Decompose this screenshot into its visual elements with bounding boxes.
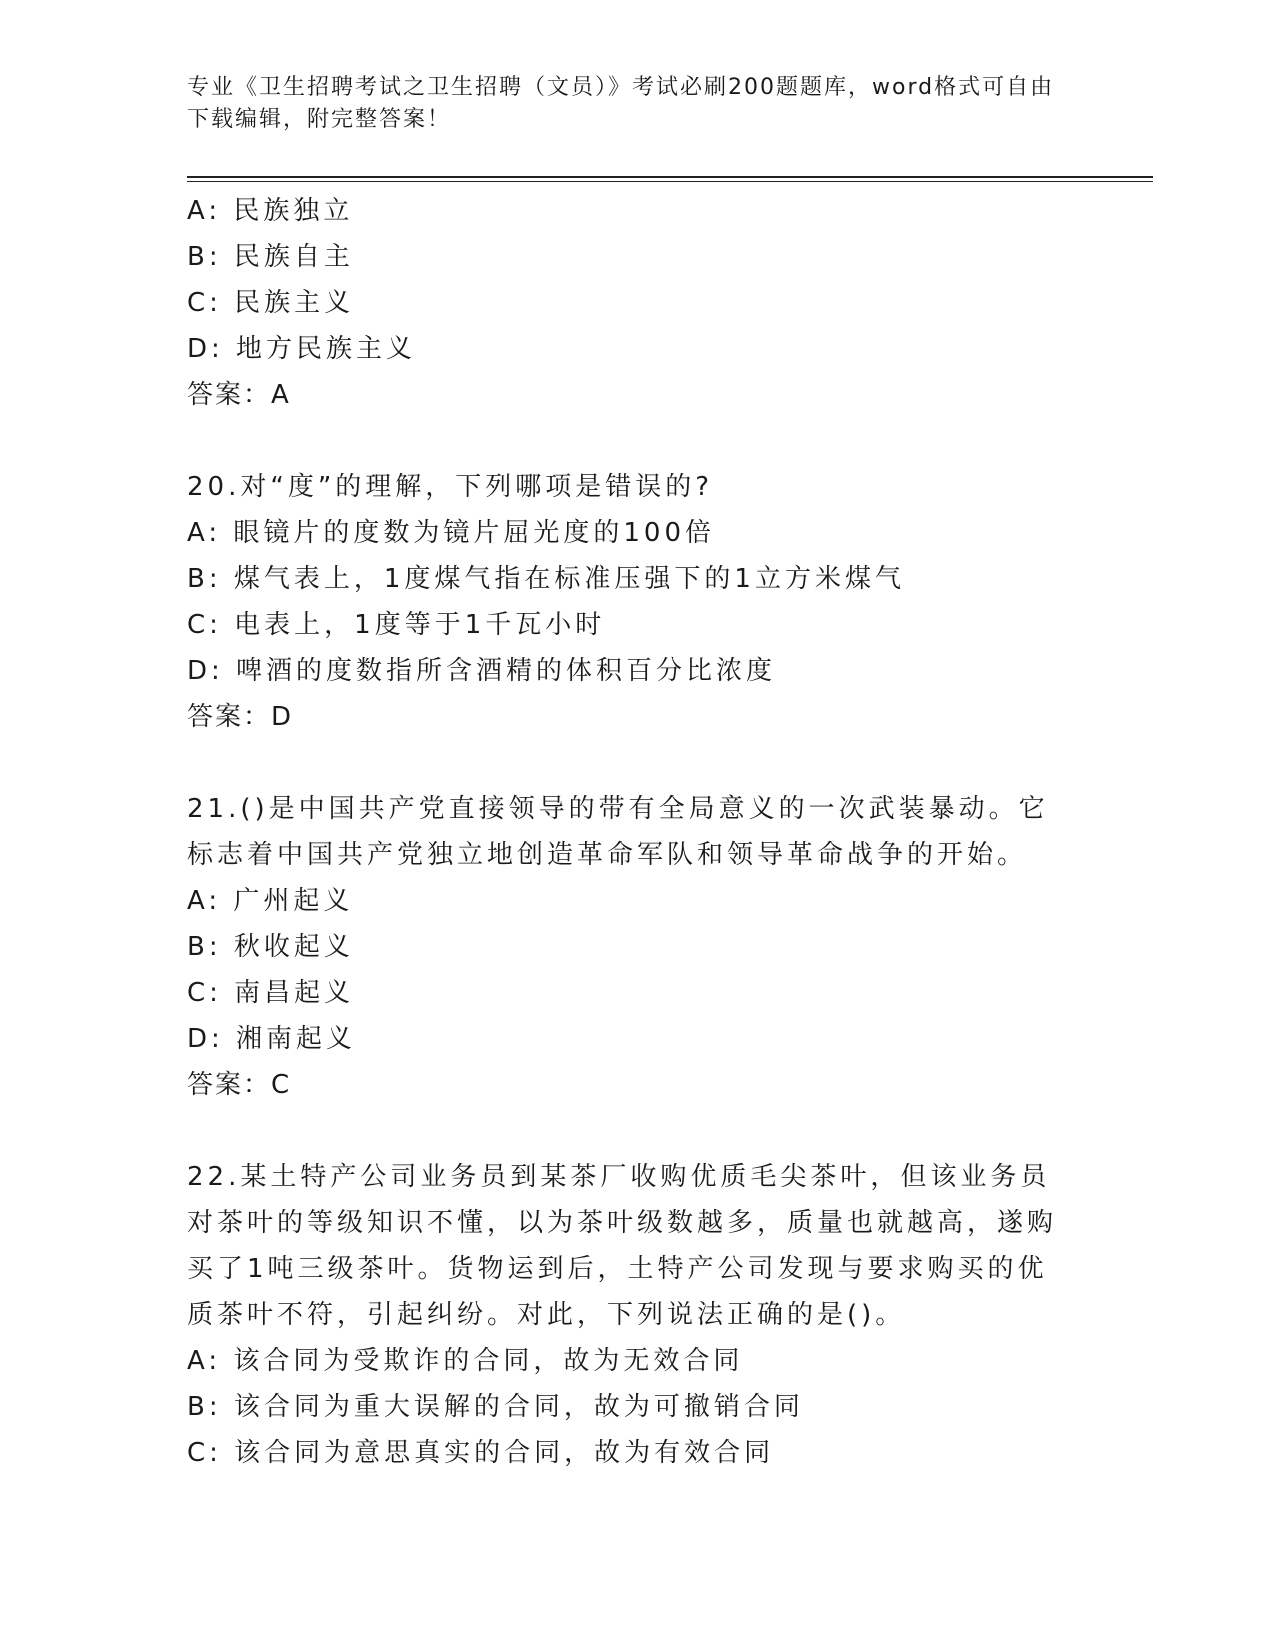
option-d: D: 地方民族主义	[187, 334, 417, 364]
option-b: B: 秋收起义	[187, 932, 354, 962]
option-a: A: 民族独立	[187, 196, 354, 226]
question-text: 20.对“度”的理解，下列哪项是错误的?	[187, 472, 714, 502]
option-d: D: 啤酒的度数指所含酒精的体积百分比浓度	[187, 656, 777, 686]
answer-line: 答案：A	[187, 380, 291, 410]
header-rule-thin	[187, 181, 1153, 182]
option-b: B: 该合同为重大误解的合同，故为可撤销合同	[187, 1392, 804, 1422]
option-b: B: 煤气表上，1度煤气指在标准压强下的1立方米煤气	[187, 564, 905, 594]
spacer	[187, 740, 1087, 786]
question-22	[187, 1154, 1087, 1476]
question-text: 21.()是中国共产党直接领导的带有全局意义的一次武装暴动。它标志着中国共产党独立地创造革命军队和领导革命战争的开始。	[187, 794, 1049, 870]
question-text: 22.某土特产公司业务员到某茶厂收购优质毛尖茶叶，但该业务员对茶叶的等级知识不懂，以为茶叶级数越多，质量也就越高，遂购买了1吨三级茶叶。货物运到后，土特产公司发现与要求购买的优质茶叶不符，引起纠纷。对此，下列说法正确的是()。	[187, 1162, 1058, 1330]
option-b: B: 民族自主	[187, 242, 354, 272]
answer-line: 答案：D	[187, 702, 294, 732]
header-rule-thick	[187, 176, 1153, 178]
option-c: C: 该合同为意思真实的合同，故为有效合同	[187, 1438, 775, 1468]
option-a: A: 眼镜片的度数为镜片屈光度的100倍	[187, 518, 715, 548]
option-a: A: 该合同为受欺诈的合同，故为无效合同	[187, 1346, 744, 1376]
option-d: D: 湘南起义	[187, 1024, 357, 1054]
question-19	[187, 188, 1087, 418]
spacer	[187, 1108, 1087, 1154]
document-header: 专业《卫生招聘考试之卫生招聘（文员）》考试必刷200题题库，word格式可自由下载编辑，附完整答案！	[187, 75, 1055, 132]
option-a: A: 广州起义	[187, 886, 354, 916]
question-20	[187, 464, 1087, 740]
question-21	[187, 786, 1087, 1108]
option-c: C: 南昌起义	[187, 978, 355, 1008]
answer-line: 答案：C	[187, 1070, 292, 1100]
option-c: C: 民族主义	[187, 288, 355, 318]
option-c: C: 电表上，1度等于1千瓦小时	[187, 610, 606, 640]
spacer	[187, 418, 1087, 464]
question-content	[187, 188, 1087, 1476]
